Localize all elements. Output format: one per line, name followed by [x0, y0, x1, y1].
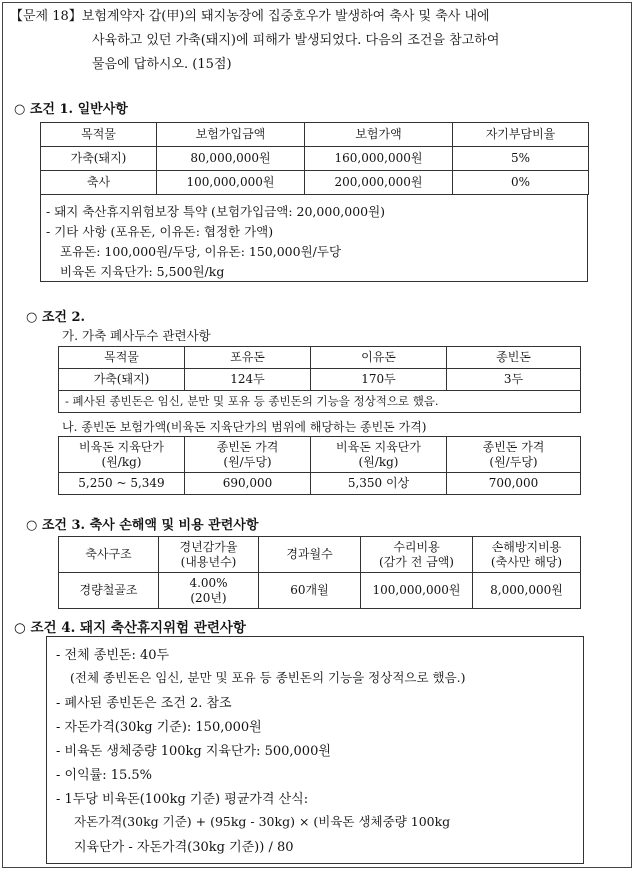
cond1-note: - 기타 사항 (포유돈, 이유돈: 협정한 가액) [46, 224, 274, 239]
cond3-title: ○ 조건 3. 축사 손해액 및 비용 관련사항 [26, 518, 259, 533]
cond2-b-cell: 690,000 [185, 473, 311, 495]
cond2-a-header: 종빈돈 [447, 347, 581, 369]
cond4-line: - 이익률: 15.5% [56, 768, 153, 783]
header-line: 손해방지비용 [491, 539, 562, 554]
header-unit: (원/kg) [358, 454, 399, 469]
cond1-cell: 축사 [41, 171, 157, 195]
cond2-a-table [58, 346, 581, 413]
cell-line: 60개월 [290, 583, 329, 597]
question-line-1: 【문제 18】보험계약자 갑(甲)의 돼지농장에 집중호우가 발생하여 축사 및 축사 내에 [10, 9, 490, 24]
cond2-a-header: 목적물 [59, 347, 185, 369]
cell-unit: (20년) [190, 590, 227, 605]
cond2-a-cell: 170두 [311, 369, 447, 391]
cond2-sub-a: 가. 가축 폐사두수 관련사항 [62, 328, 211, 343]
cond1-header: 목적물 [41, 123, 157, 147]
cond1-cell: 160,000,000원 [305, 147, 453, 171]
cond4-line: - 폐사된 종빈돈은 조건 2. 참조 [56, 696, 232, 711]
header-unit: (원/kg) [101, 454, 142, 469]
cond3-table [58, 536, 581, 609]
cond1-header: 자기부담비율 [453, 123, 589, 147]
header-line: 종빈돈 가격 [216, 439, 279, 454]
cond2-b-header [447, 437, 581, 473]
cond2-a-note: - 폐사된 종빈돈은 임신, 분만 및 포유 등 종빈돈의 기능을 정상적으로 했음. [59, 391, 581, 413]
cond3-header [59, 537, 159, 573]
cond4-line: - 전체 종빈돈: 40두 [56, 648, 170, 663]
cond2-a-cell: 가축(돼지) [59, 369, 185, 391]
cond1-cell: 5% [453, 147, 589, 171]
cond2-a-cell: 124두 [185, 369, 311, 391]
cond1-title: ○ 조건 1. 일반사항 [14, 102, 128, 117]
header-line: 경년감가율 [179, 539, 238, 554]
cell-line: 경량철골조 [79, 583, 138, 597]
cond2-a-cell: 3두 [447, 369, 581, 391]
cond4-line: - 1두당 비육돈(100kg 기준) 평균가격 산식: [56, 792, 309, 807]
cell-line: 8,000,000원 [490, 583, 563, 597]
cond4-line: (전체 종빈돈은 임신, 분만 및 포유 등 종빈돈의 기능을 정상적으로 했음.) [70, 670, 466, 685]
cond1-note: 포유돈: 100,000원/두당, 이유돈: 150,000원/두당 [60, 244, 342, 259]
cond4-title: ○ 조건 4. 돼지 축산휴지위험 관련사항 [14, 620, 246, 636]
cond2-a-header: 포유돈 [185, 347, 311, 369]
cell-line: 4.00% [189, 575, 228, 590]
cond1-note: - 돼지 축산휴지위험보장 특약 (보험가입금액: 20,000,000원) [46, 204, 386, 219]
header-line: 경과월수 [286, 547, 333, 561]
header-line: 종빈돈 가격 [482, 439, 545, 454]
cond4-line: - 비육돈 생체중량 100kg 지육단가: 500,000원 [56, 744, 331, 759]
cond4-line: 지육단가 - 자돈가격(30kg 기준)) / 80 [74, 840, 294, 855]
cond2-a-header: 이유돈 [311, 347, 447, 369]
cond2-b-cell: 5,250 ~ 5,349 [59, 473, 185, 495]
cond2-b-header [59, 437, 185, 473]
header-unit: (축사만 해당) [490, 554, 563, 569]
cond4-line: 자돈가격(30kg 기준) + (95kg - 30kg) × (비육돈 생체중량 100kg [74, 814, 451, 829]
cond2-b-table [58, 436, 581, 495]
cond3-cell [59, 573, 159, 609]
cond3-header [259, 537, 361, 573]
header-line: 비육돈 지육단가 [336, 439, 421, 454]
cond1-cell: 200,000,000원 [305, 171, 453, 195]
cond1-header: 보험가액 [305, 123, 453, 147]
cond2-title: ○ 조건 2. [26, 310, 86, 325]
cond3-cell [473, 573, 581, 609]
cond3-cell [361, 573, 473, 609]
cond3-header [361, 537, 473, 573]
header-unit: (원/두당) [223, 454, 272, 469]
cond1-cell: 100,000,000원 [157, 171, 305, 195]
question-line-3: 물음에 답하시오. (15점) [92, 57, 232, 72]
header-line: 축사구조 [85, 547, 132, 561]
cell-line: 100,000,000원 [372, 583, 461, 597]
cond1-cell: 가축(돼지) [41, 147, 157, 171]
cond3-cell [259, 573, 361, 609]
cond1-note: 비육돈 지육단가: 5,500원/kg [60, 264, 225, 279]
cond3-header [473, 537, 581, 573]
header-line: 비육돈 지육단가 [79, 439, 164, 454]
header-unit: (내용년수) [180, 554, 237, 569]
cond2-sub-b: 나. 종빈돈 보험가액(비육돈 지육단가의 범위에 해당하는 종빈돈 가격) [62, 420, 427, 434]
cond3-cell [159, 573, 259, 609]
cond1-table [40, 122, 589, 195]
cond1-cell: 0% [453, 171, 589, 195]
header-line: 수리비용 [393, 539, 440, 554]
cond3-header [159, 537, 259, 573]
header-unit: (원/두당) [489, 454, 538, 469]
cond2-b-header [311, 437, 447, 473]
cond1-cell: 80,000,000원 [157, 147, 305, 171]
cond4-line: - 자돈가격(30kg 기준): 150,000원 [56, 720, 262, 735]
cond1-header: 보험가입금액 [157, 123, 305, 147]
question-line-2: 사육하고 있던 가축(돼지)에 피해가 발생되었다. 다음의 조건을 참고하여 [92, 33, 500, 48]
cond2-b-cell: 700,000 [447, 473, 581, 495]
cond2-b-cell: 5,350 이상 [311, 473, 447, 495]
cond2-b-header [185, 437, 311, 473]
header-unit: (감가 전 금액) [379, 554, 454, 569]
